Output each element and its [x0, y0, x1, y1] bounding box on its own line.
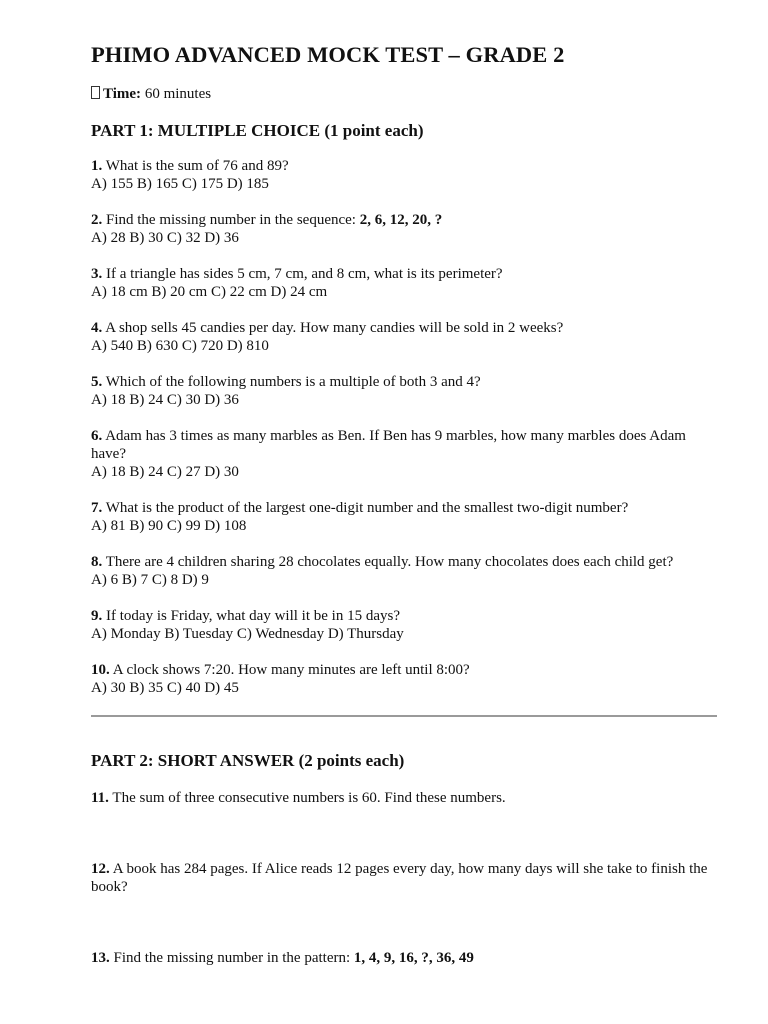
question-number: 10. [91, 662, 110, 678]
question-number: 5. [91, 374, 103, 390]
answer-options: A) 18 B) 24 C) 27 D) 30 [91, 464, 239, 480]
answer-options: A) 30 B) 35 C) 40 D) 45 [91, 680, 239, 696]
pattern-text: 1, 4, 9, 16, ?, 36, 49 [353, 950, 474, 966]
part2-title: PART 2: SHORT ANSWER (2 points each) [91, 751, 405, 770]
answer-options: A) Monday B) Tuesday C) Wednesday D) Thursday [91, 626, 404, 642]
question-number: 7. [91, 500, 103, 516]
question-8 [91, 553, 717, 589]
question-text: A clock shows 7:20. How many minutes are left until 8:00? [112, 662, 470, 678]
question-number: 1. [91, 158, 103, 174]
question-text: There are 4 children sharing 28 chocolates equally. How many chocolates does each child get? [105, 554, 674, 570]
question-13 [91, 949, 717, 967]
question-text: Find the missing number in the pattern: [113, 950, 354, 966]
answer-options: A) 81 B) 90 C) 99 D) 108 [91, 518, 247, 534]
question-text: The sum of three consecutive numbers is 60. Find these numbers. [112, 790, 506, 806]
question-1 [91, 157, 717, 193]
question-10 [91, 661, 717, 697]
section-divider [91, 715, 717, 717]
question-number: 6. [91, 428, 103, 444]
time-info [91, 85, 717, 103]
question-12 [91, 860, 717, 896]
sequence-text: 2, 6, 12, 20, ? [359, 212, 443, 228]
question-text: What is the product of the largest one-digit number and the smallest two-digit number? [105, 500, 629, 516]
answer-options: A) 28 B) 30 C) 32 D) 36 [91, 230, 239, 246]
question-number: 13. [91, 950, 110, 966]
question-11 [91, 789, 717, 807]
question-number: 12. [91, 861, 110, 877]
answer-options: A) 155 B) 165 C) 175 D) 185 [91, 176, 269, 192]
question-3 [91, 265, 717, 301]
question-6 [91, 427, 717, 481]
question-text: Find the missing number in the sequence: [106, 212, 360, 228]
question-number: 8. [91, 554, 103, 570]
question-number: 3. [91, 266, 103, 282]
page-title: PHIMO ADVANCED MOCK TEST – GRADE 2 [91, 42, 565, 67]
question-9 [91, 607, 717, 643]
question-number: 2. [91, 212, 103, 228]
question-number: 4. [91, 320, 103, 336]
question-text: What is the sum of 76 and 89? [105, 158, 289, 174]
time-value: 60 minutes [144, 86, 212, 102]
clock-icon [91, 86, 100, 99]
time-label: Time: [103, 86, 142, 102]
question-5 [91, 373, 717, 409]
question-text: Adam has 3 times as many marbles as Ben. If Ben has 9 marbles, how many marbles does Adam have? [91, 428, 686, 462]
answer-options: A) 18 cm B) 20 cm C) 22 cm D) 24 cm [91, 284, 328, 300]
question-7 [91, 499, 717, 535]
question-text: A book has 284 pages. If Alice reads 12 pages every day, how many days will she take to finish the book? [91, 861, 708, 895]
question-text: Which of the following numbers is a multiple of both 3 and 4? [105, 374, 481, 390]
question-text: A shop sells 45 candies per day. How many candies will be sold in 2 weeks? [105, 320, 564, 336]
question-text: If today is Friday, what day will it be in 15 days? [106, 608, 400, 624]
question-2 [91, 211, 717, 247]
question-number: 11. [91, 790, 109, 806]
question-4 [91, 319, 717, 355]
question-text: If a triangle has sides 5 cm, 7 cm, and 8 cm, what is its perimeter? [106, 266, 503, 282]
answer-options: A) 540 B) 630 C) 720 D) 810 [91, 338, 269, 354]
part1-title: PART 1: MULTIPLE CHOICE (1 point each) [91, 121, 424, 140]
answer-options: A) 6 B) 7 C) 8 D) 9 [91, 572, 209, 588]
answer-options: A) 18 B) 24 C) 30 D) 36 [91, 392, 239, 408]
question-number: 9. [91, 608, 103, 624]
